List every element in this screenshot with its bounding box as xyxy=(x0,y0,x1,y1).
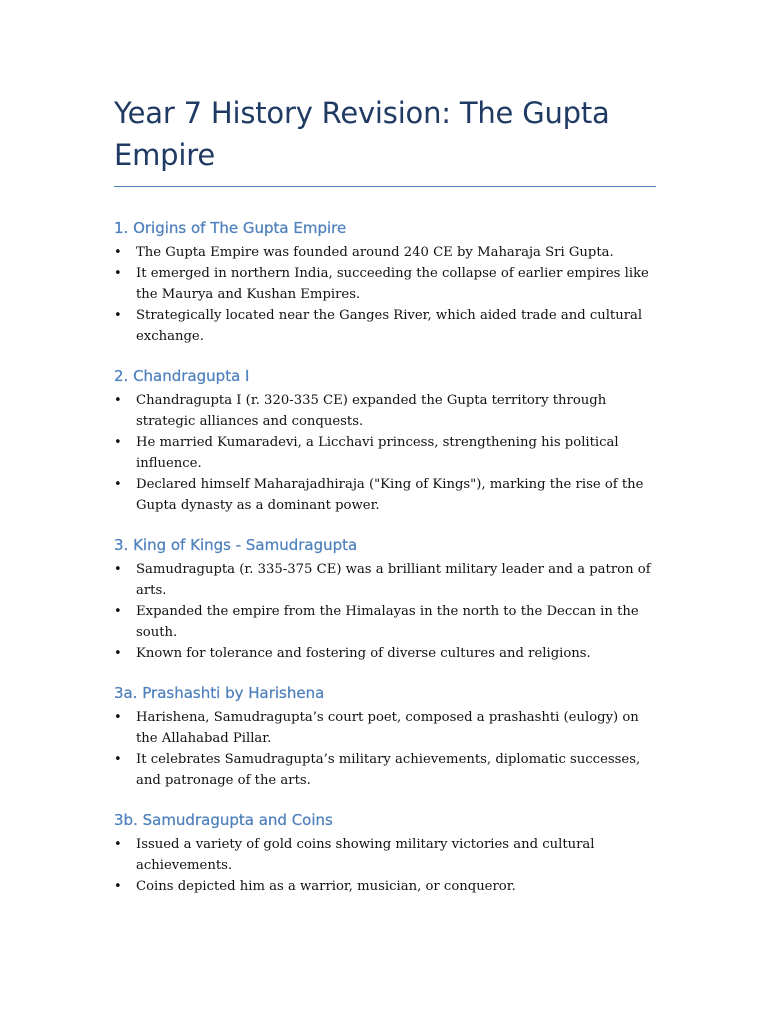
list-item xyxy=(114,643,656,664)
bullet-list xyxy=(114,707,656,791)
section-prashashti xyxy=(114,683,656,791)
list-item xyxy=(114,749,656,791)
list-item-text: Samudragupta (r. 335-375 CE) was a brilliant military leader and a patron of arts. xyxy=(136,562,651,598)
bullet-icon: • xyxy=(114,266,122,281)
document-page xyxy=(114,0,656,897)
section-heading: 3. King of Kings - Samudragupta xyxy=(114,536,358,554)
list-item-text: He married Kumaradevi, a Licchavi princess, strengthening his political influence. xyxy=(136,435,619,471)
bullet-icon: • xyxy=(114,245,122,260)
list-item xyxy=(114,432,656,474)
list-item-text: Known for tolerance and fostering of diverse cultures and religions. xyxy=(136,646,591,661)
bullet-icon: • xyxy=(114,562,122,577)
bullet-icon: • xyxy=(114,879,122,894)
list-item-text: Strategically located near the Ganges River, which aided trade and cultural exchange. xyxy=(136,308,643,344)
list-item xyxy=(114,876,656,897)
section-heading: 2. Chandragupta I xyxy=(114,367,250,385)
list-item xyxy=(114,263,656,305)
list-item-text: Expanded the empire from the Himalayas in the north to the Deccan in the south. xyxy=(136,604,639,640)
bullet-icon: • xyxy=(114,435,122,450)
list-item-text: Coins depicted him as a warrior, musician, or conqueror. xyxy=(136,879,516,894)
bullet-list xyxy=(114,834,656,897)
list-item-text: Harishena, Samudragupta’s court poet, composed a prashashti (eulogy) on the Allahabad Pillar. xyxy=(136,710,639,746)
bullet-icon: • xyxy=(114,393,122,408)
section-coins xyxy=(114,810,656,897)
section-heading: 1. Origins of The Gupta Empire xyxy=(114,219,347,237)
bullet-icon: • xyxy=(114,752,122,767)
list-item xyxy=(114,390,656,432)
section-origins xyxy=(114,218,656,347)
list-item-text: It emerged in northern India, succeeding the collapse of earlier empires like the Maurya and Kushan Empires. xyxy=(136,266,649,302)
bullet-list xyxy=(114,242,656,347)
title-underline-rule xyxy=(114,186,656,187)
list-item xyxy=(114,242,656,263)
bullet-list xyxy=(114,559,656,664)
list-item-text: Chandragupta I (r. 320-335 CE) expanded the Gupta territory through strategic alliances and conquests. xyxy=(136,393,607,429)
section-heading: 3a. Prashashti by Harishena xyxy=(114,684,325,702)
list-item xyxy=(114,305,656,347)
list-item-text: Issued a variety of gold coins showing military victories and cultural achievements. xyxy=(136,837,595,873)
section-chandragupta xyxy=(114,366,656,516)
page-title: Year 7 History Revision: The Gupta Empire xyxy=(114,96,610,172)
list-item-text: The Gupta Empire was founded around 240 CE by Maharaja Sri Gupta. xyxy=(136,245,614,260)
list-item xyxy=(114,834,656,876)
list-item xyxy=(114,601,656,643)
bullet-icon: • xyxy=(114,646,122,661)
list-item xyxy=(114,707,656,749)
list-item xyxy=(114,474,656,516)
bullet-icon: • xyxy=(114,710,122,725)
section-heading: 3b. Samudragupta and Coins xyxy=(114,811,333,829)
bullet-list xyxy=(114,390,656,516)
bullet-icon: • xyxy=(114,477,122,492)
bullet-icon: • xyxy=(114,308,122,323)
list-item-text: Declared himself Maharajadhiraja ("King of Kings"), marking the rise of the Gupta dynasty as a dominant power. xyxy=(136,477,644,513)
section-samudragupta xyxy=(114,535,656,664)
list-item xyxy=(114,559,656,601)
list-item-text: It celebrates Samudragupta’s military achievements, diplomatic successes, and patronage of the arts. xyxy=(136,752,641,788)
bullet-icon: • xyxy=(114,837,122,852)
bullet-icon: • xyxy=(114,604,122,619)
